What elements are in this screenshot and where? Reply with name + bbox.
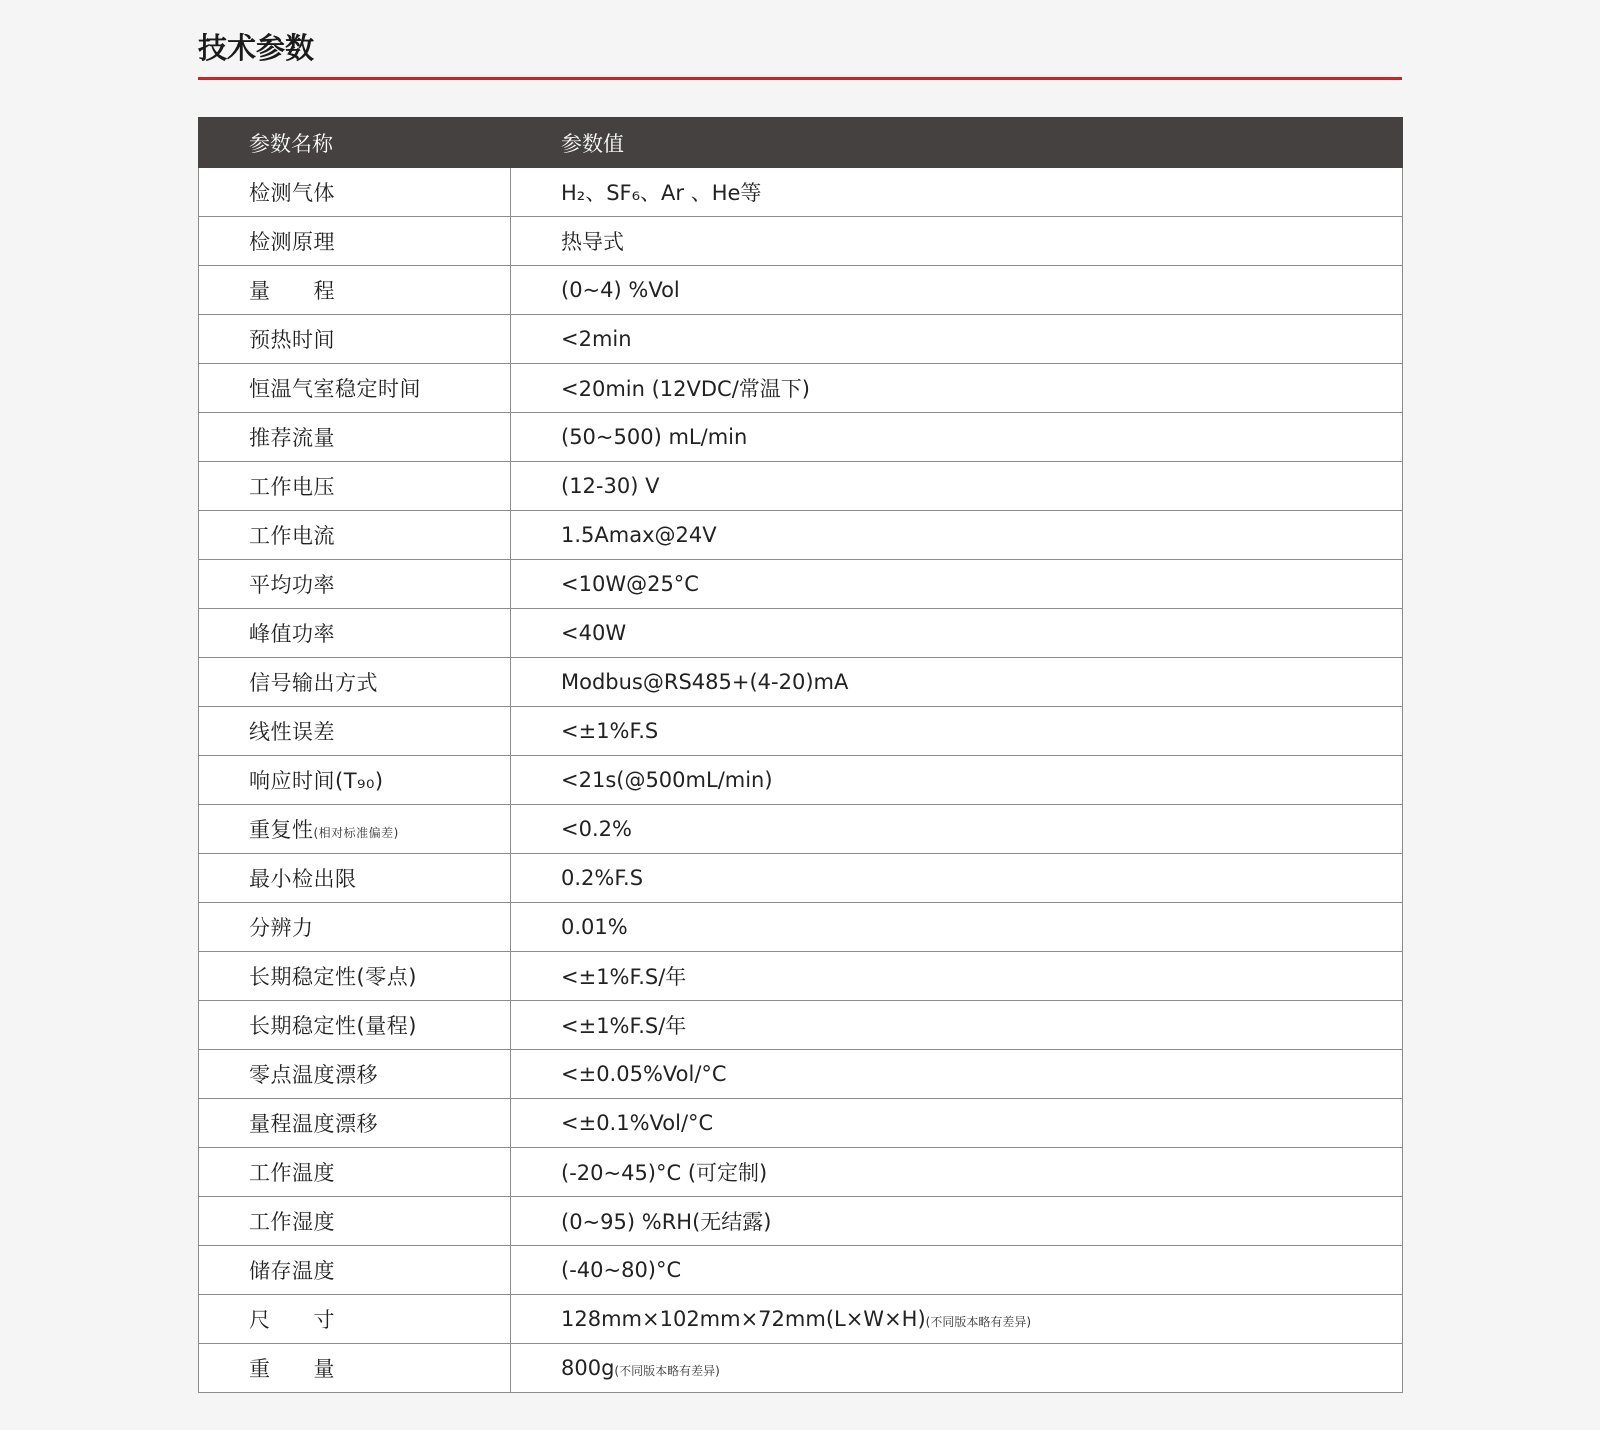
param-name: 尺 寸 [199,1295,511,1344]
param-name: 响应时间(T₉₀) [199,756,511,805]
param-value: 1.5Amax@24V [511,511,1403,560]
param-name: 工作湿度 [199,1197,511,1246]
table-row [199,1050,1403,1099]
table-row [199,560,1403,609]
param-value: <20min (12VDC/常温下) [511,364,1403,413]
table-row [199,1001,1403,1050]
param-value: 128mm×102mm×72mm(L×W×H) [561,1307,926,1331]
param-value: 热导式 [511,217,1403,266]
table-row [199,903,1403,952]
table-row [199,511,1403,560]
param-name: 重复性 [249,818,314,842]
param-name: 工作温度 [199,1148,511,1197]
table-row [199,1099,1403,1148]
table-row [199,952,1403,1001]
param-value: Modbus@RS485+(4-20)mA [511,658,1403,707]
param-name: 重 量 [199,1344,511,1393]
param-name: 工作电压 [199,462,511,511]
table-row [199,364,1403,413]
param-name: 分辨力 [199,903,511,952]
param-value: <±1%F.S [511,707,1403,756]
param-value: 0.2%F.S [511,854,1403,903]
param-value: (12-30) V [511,462,1403,511]
table-row [199,462,1403,511]
table-row [199,658,1403,707]
header-param-name: 参数名称 [199,118,511,168]
param-name: 恒温气室稳定时间 [199,364,511,413]
param-value: <2min [511,315,1403,364]
table-row [199,1295,1403,1344]
table-row [199,217,1403,266]
param-value: <±0.05%Vol/°C [511,1050,1403,1099]
param-value: <±0.1%Vol/°C [511,1099,1403,1148]
param-value-note: (不同版本略有差异) [614,1364,720,1378]
param-value: H₂、SF₆、Ar 、He等 [511,168,1403,217]
param-value: <10W@25°C [511,560,1403,609]
param-value: (0~4) %Vol [511,266,1403,315]
param-value: <40W [511,609,1403,658]
param-name: 长期稳定性(零点) [199,952,511,1001]
table-row [199,1148,1403,1197]
table-row [199,1246,1403,1295]
param-name: 长期稳定性(量程) [199,1001,511,1050]
param-name: 量 程 [199,266,511,315]
param-value: <±1%F.S/年 [511,1001,1403,1050]
param-value: <±1%F.S/年 [511,952,1403,1001]
param-name-note: (相对标准偏差) [313,826,399,840]
table-row [199,756,1403,805]
table-row [199,1344,1403,1393]
table-row [199,266,1403,315]
param-value: 0.01% [511,903,1403,952]
param-name: 预热时间 [199,315,511,364]
param-name: 工作电流 [199,511,511,560]
table-header-row [199,118,1403,168]
page-title: 技术参数 [198,31,315,65]
title-underline [198,77,1402,80]
param-name: 线性误差 [199,707,511,756]
param-value: (50~500) mL/min [511,413,1403,462]
param-value-cell [511,1344,1403,1393]
param-name: 零点温度漂移 [199,1050,511,1099]
param-value: (0~95) %RH(无结露) [511,1197,1403,1246]
param-value: (-40~80)°C [511,1246,1403,1295]
param-value: <0.2% [511,805,1403,854]
param-name: 检测气体 [199,168,511,217]
param-name: 储存温度 [199,1246,511,1295]
table-row [199,1197,1403,1246]
param-value: <21s(@500mL/min) [511,756,1403,805]
header-param-value: 参数值 [511,118,1403,168]
table-row [199,413,1403,462]
param-value-note: (不同版本略有差异) [925,1315,1032,1329]
table-row [199,315,1403,364]
param-name: 峰值功率 [199,609,511,658]
param-value: (-20~45)°C (可定制) [511,1148,1403,1197]
param-name-cell [199,805,511,854]
table-row [199,805,1403,854]
param-name: 最小检出限 [199,854,511,903]
param-name: 推荐流量 [199,413,511,462]
spec-table [198,117,1403,1393]
param-name: 信号输出方式 [199,658,511,707]
table-row [199,707,1403,756]
param-name: 量程温度漂移 [199,1099,511,1148]
param-value-cell [511,1295,1403,1344]
table-row [199,854,1403,903]
param-name: 平均功率 [199,560,511,609]
table-row [199,168,1403,217]
param-name: 检测原理 [199,217,511,266]
table-row [199,609,1403,658]
param-value: 800g [561,1356,615,1380]
